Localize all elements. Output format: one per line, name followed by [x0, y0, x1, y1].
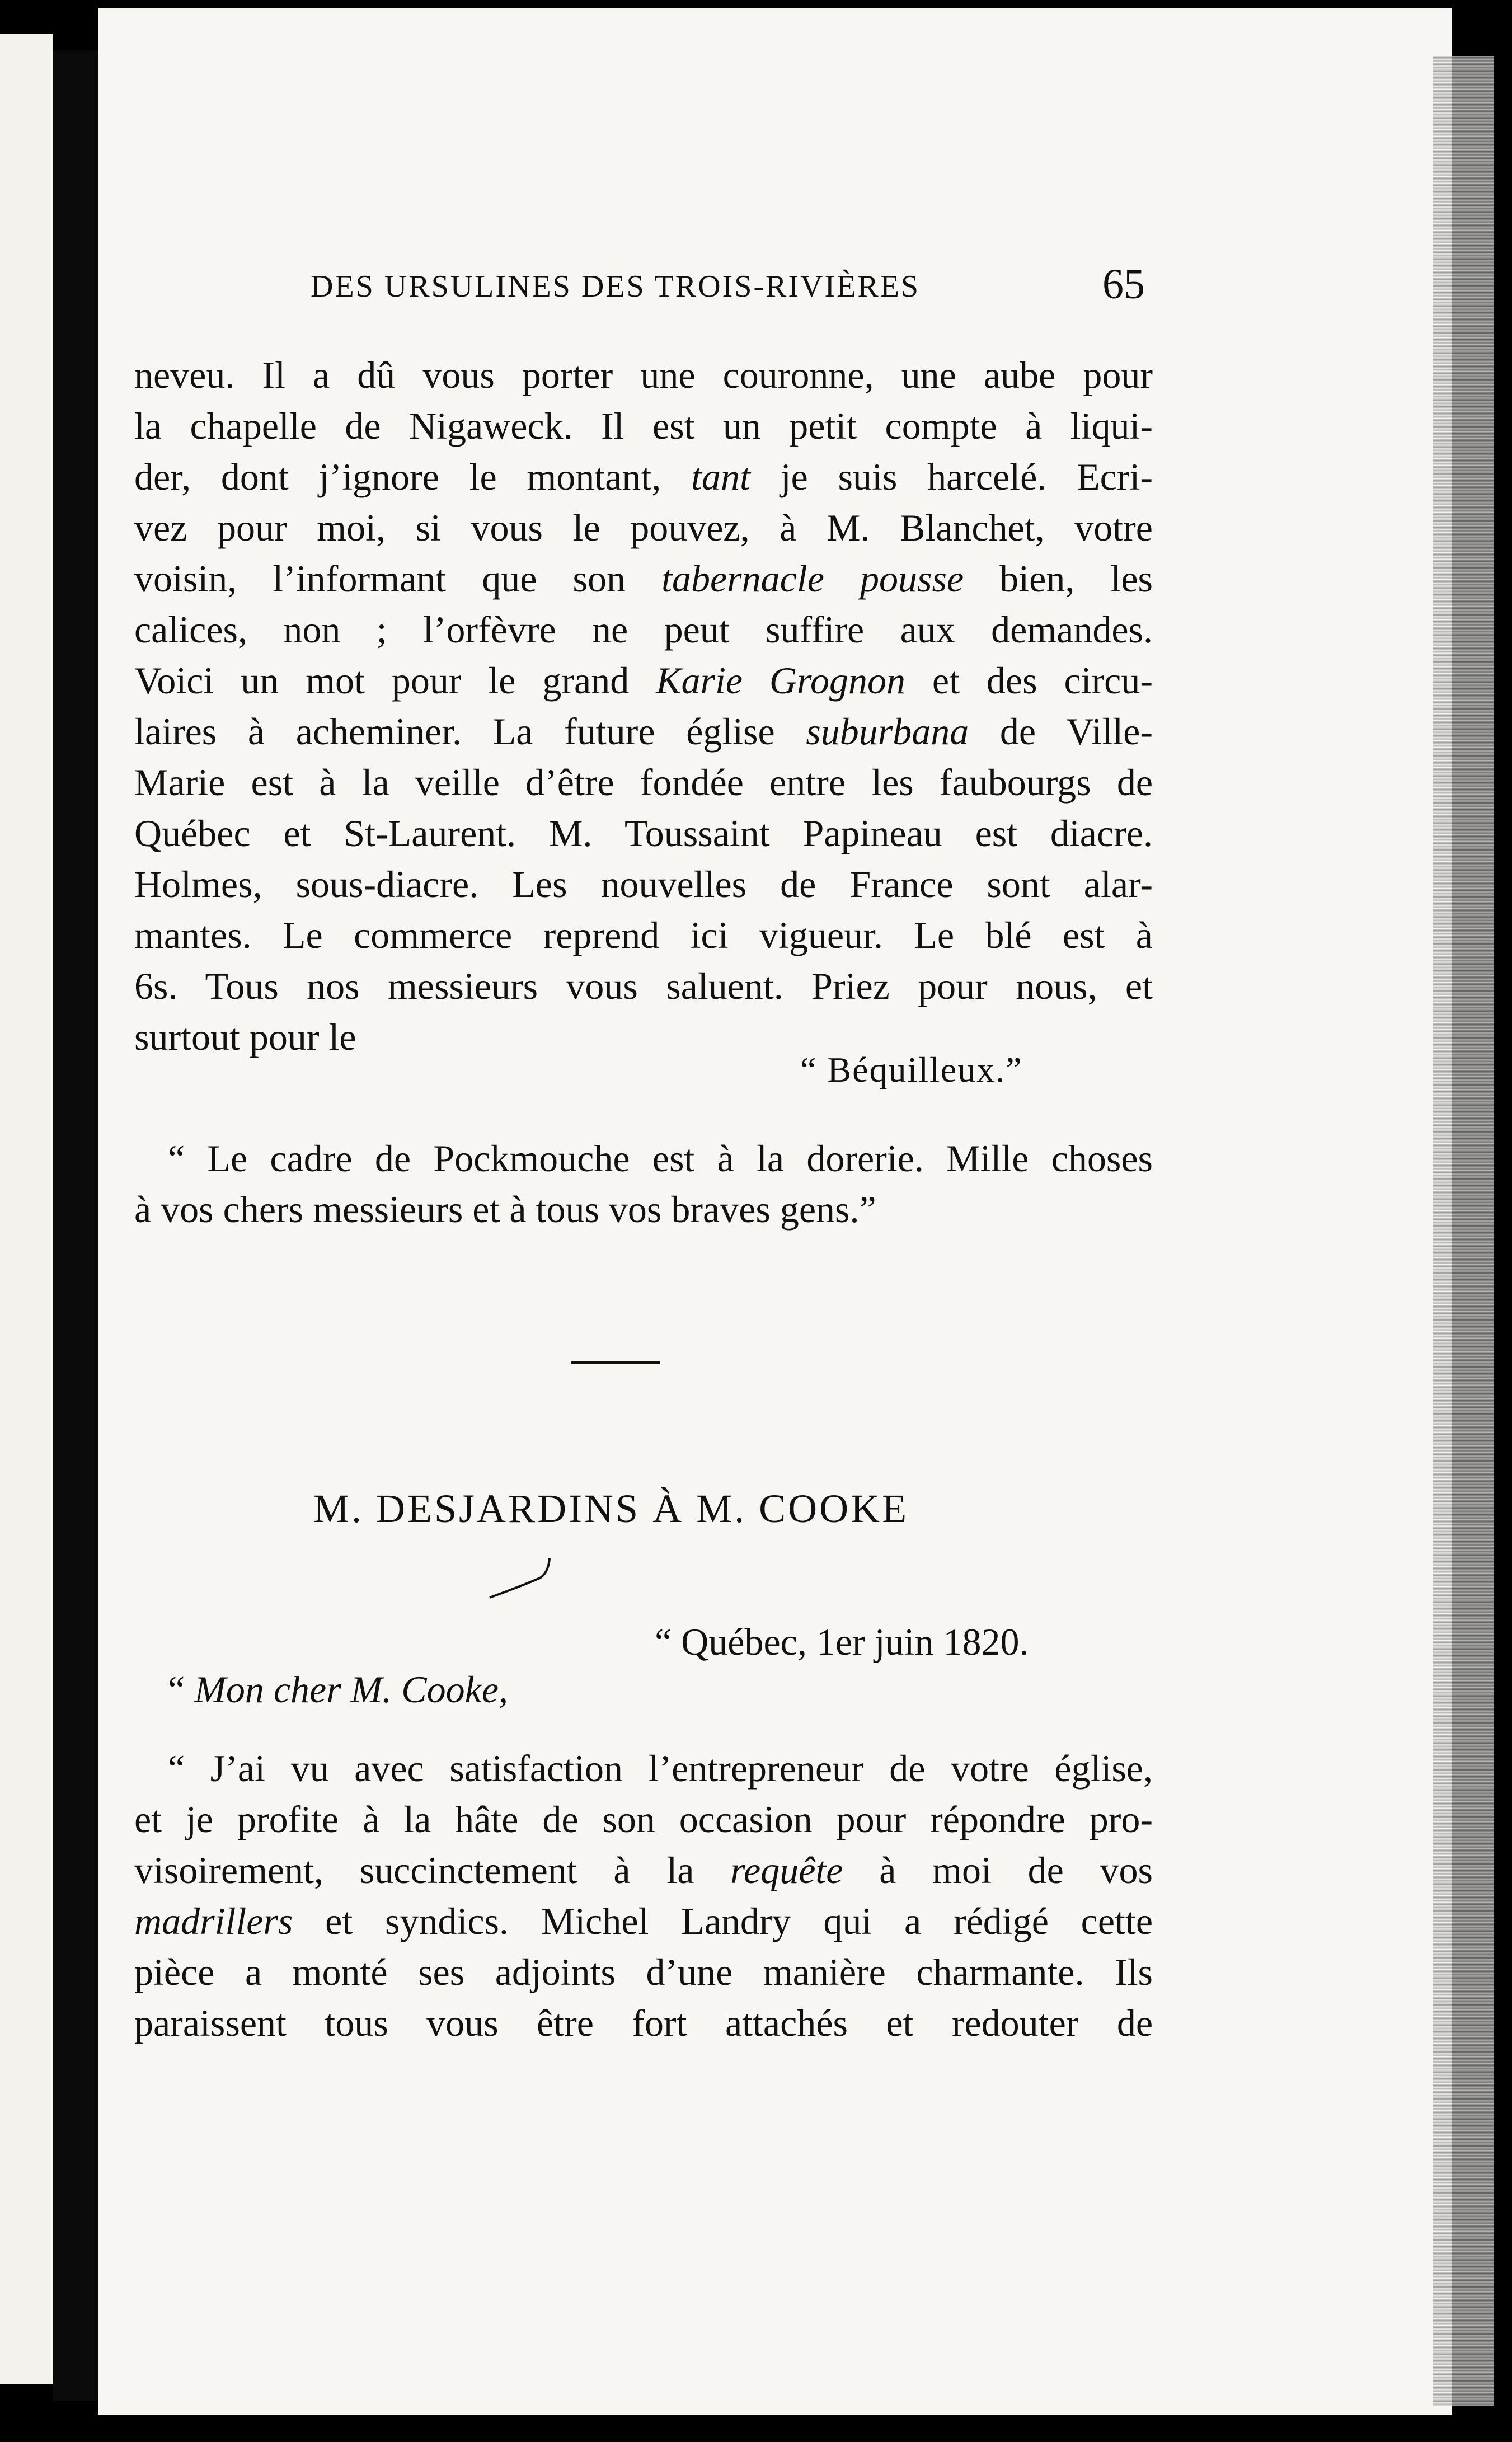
text-line: la chapelle de Nigaweck. Il est un petit compte à liqui-: [134, 405, 1153, 447]
signature: “ Béquilleux.”: [800, 1050, 1023, 1089]
text-line: vez pour moi, si vous le pouvez, à M. Blanchet, votre: [134, 506, 1153, 549]
text-line: et je profite à la hâte de son occasion pour répondre pro-: [134, 1798, 1153, 1840]
text-line: voisin, l’informant que son tabernacle pousse bien, les: [134, 557, 1153, 600]
text-line: Marie est à la veille d’être fondée entre les faubourgs de: [134, 761, 1153, 804]
text-line: Québec et St-Laurent. M. Toussaint Papineau est diacre.: [134, 812, 1153, 854]
text-line: pièce a monté ses adjoints d’une manière charmante. Ils: [134, 1951, 1153, 1993]
text-line: madrillers et syndics. Michel Landry qui a rédigé cette: [134, 1900, 1153, 1942]
text-line: visoirement, succinctement à la requête à moi de vos: [134, 1849, 1153, 1891]
facing-page-edge: [0, 34, 53, 2384]
page-number: 65: [1102, 261, 1145, 308]
postscript-line: “ Le cadre de Pockmouche est à la dorerie. Mille choses: [168, 1137, 1153, 1180]
running-header: DES URSULINES DES TROIS-RIVIÈRES: [311, 269, 921, 304]
text-line: calices, non ; l’orfèvre ne peut suffire aux demandes.: [134, 608, 1153, 651]
text-line: neveu. Il a dû vous porter une couronne, une aube pour: [134, 354, 1153, 396]
text-line: mantes. Le commerce reprend ici vigueur. Le blé est à: [134, 914, 1153, 956]
text-line: Holmes, sous-diacre. Les nouvelles de France sont alar-: [134, 863, 1153, 905]
letter-2-body: [134, 1743, 1153, 2049]
text-line: “ J’ai vu avec satisfaction l’entrepreneur de votre église,: [168, 1747, 1153, 1790]
postscript-line: à vos chers messieurs et à tous vos braves gens.”: [134, 1188, 876, 1231]
text-line: laires à acheminer. La future église suburbana de Ville-: [134, 710, 1153, 753]
section-title: M. DESJARDINS À M. COOKE: [313, 1486, 909, 1531]
text-line: der, dont j’ignore le montant, tant je suis harcelé. Ecri-: [134, 455, 1153, 498]
text-line: surtout pour le: [134, 1016, 356, 1058]
text-line: 6s. Tous nos messieurs vous saluent. Priez pour nous, et: [134, 965, 1153, 1007]
text-line: paraissent tous vous être fort attachés et redouter de: [134, 2002, 1153, 2044]
postscript: [134, 1133, 1153, 1235]
section-divider: [571, 1361, 660, 1364]
letter-1-body: [134, 350, 1153, 1063]
dateline: “ Québec, 1er juin 1820.: [655, 1621, 1029, 1663]
page-edge-noise: [1433, 56, 1494, 2406]
text-line: Voici un mot pour le grand Karie Grognon et des circu-: [134, 659, 1153, 702]
book-binding-shadow: [53, 50, 98, 2401]
salutation: “ Mon cher M. Cooke,: [168, 1668, 509, 1711]
flourish-ornament: [487, 1556, 554, 1600]
